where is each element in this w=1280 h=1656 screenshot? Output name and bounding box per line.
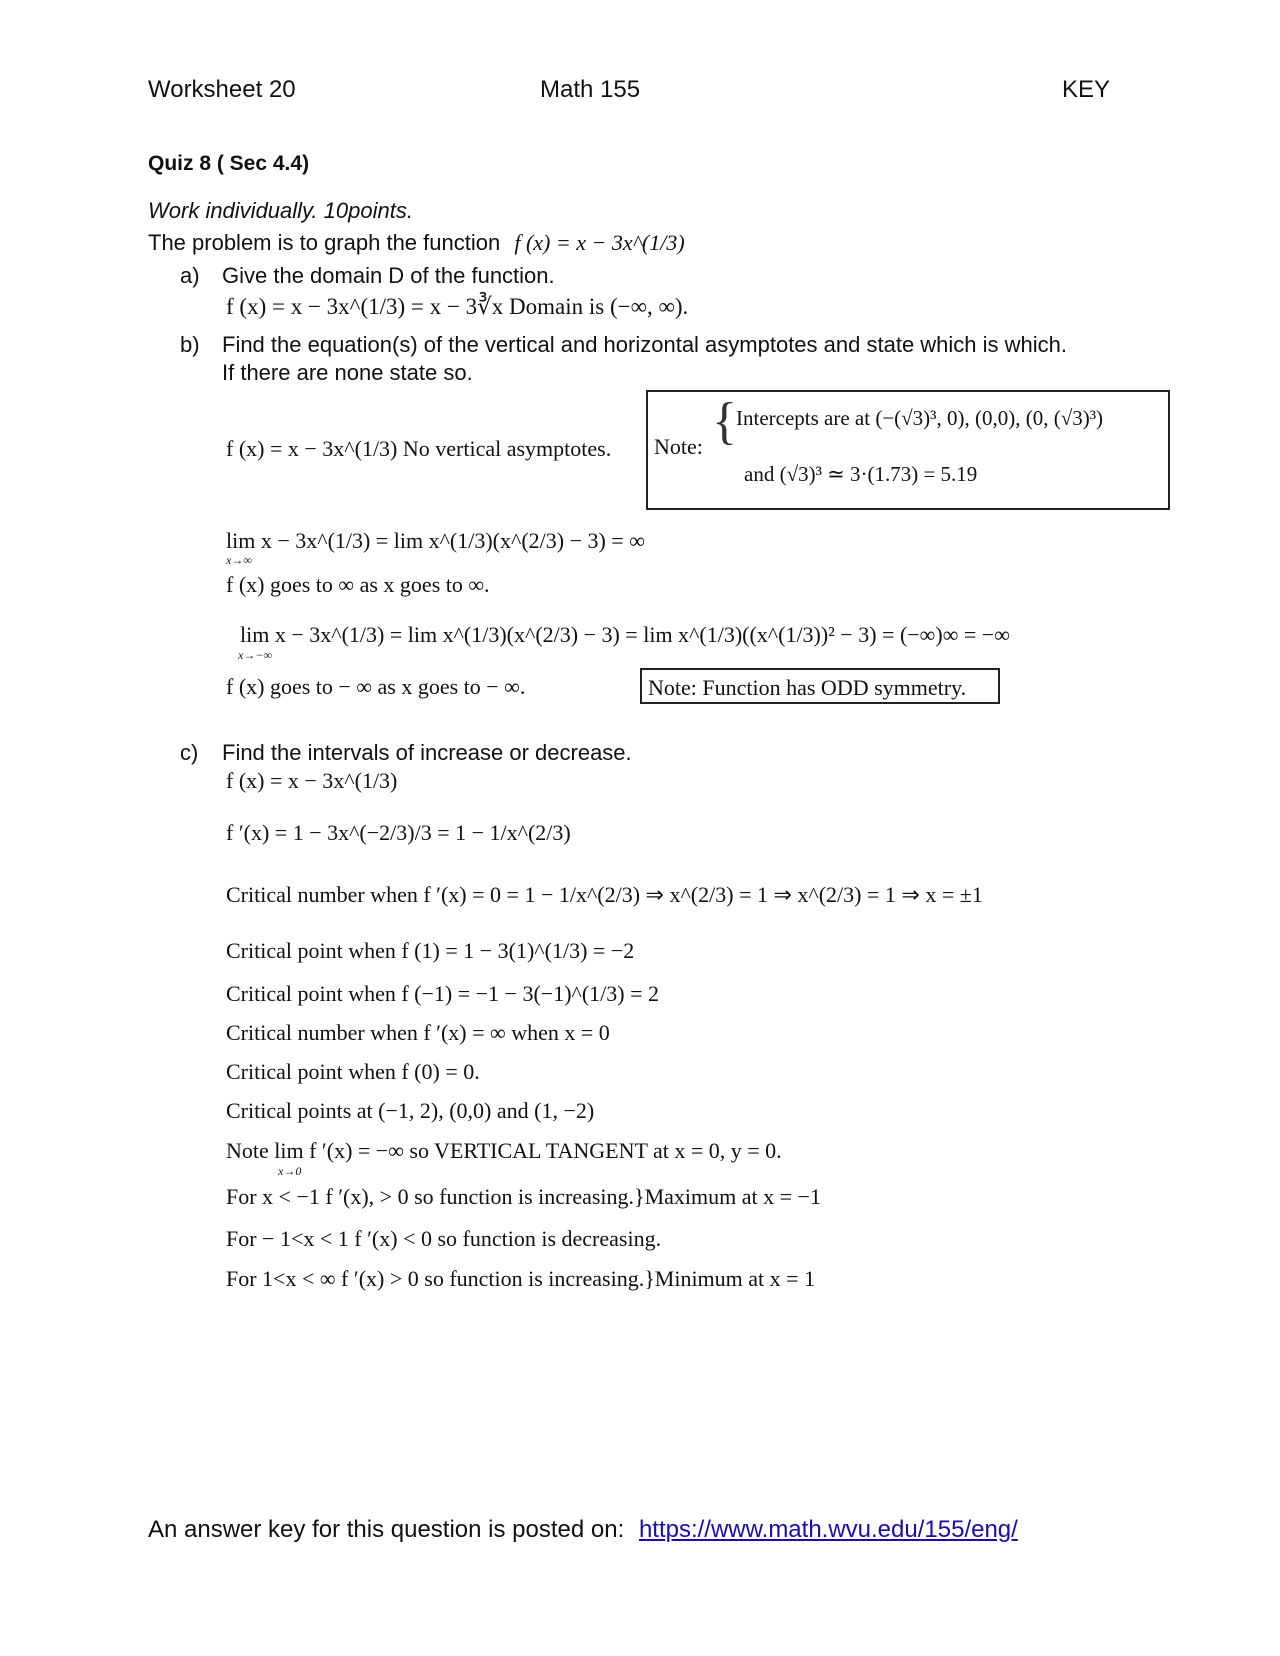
intercepts-note-line1: Intercepts are at (−(√3)³, 0), (0,0), (0, (√3)³) (736, 406, 1103, 430)
critical-points-summary: Critical points at (−1, 2), (0,0) and (1, −2) (226, 1098, 595, 1123)
intercepts-note-line2: and (√3)³ ≃ 3·(1.73) = 5.19 (744, 462, 978, 486)
goes-positive: f (x) goes to ∞ as x goes to ∞. (226, 572, 490, 597)
part-b-question-line2: If there are none state so. (222, 360, 473, 385)
critical-number-zero: Critical number when f ′(x) = 0 = 1 − 1/x^(2/3) ⇒ x^(2/3) = 1 ⇒ x^(2/3) = 1 ⇒ x = ±1 (226, 882, 983, 907)
interval-increasing-right: For 1<x < ∞ f ′(x) > 0 so function is increasing.}Minimum at x = 1 (226, 1266, 816, 1291)
limit-positive: lim x − 3x^(1/3) = lim x^(1/3)(x^(2/3) − 3) = ∞ (226, 528, 645, 553)
limit-negative: lim x − 3x^(1/3) = lim x^(1/3)(x^(2/3) − 3) = lim x^(1/3)((x^(1/3))² − 3) = (−∞)∞ = −∞ (240, 622, 1010, 647)
symmetry-note: Note: Function has ODD symmetry. (648, 675, 967, 700)
header-worksheet: Worksheet 20 (148, 76, 296, 103)
critical-point-one: Critical point when f (1) = 1 − 3(1)^(1/3) = −2 (226, 938, 635, 963)
note-brace-icon: { (712, 393, 737, 450)
limit-positive-sub: x→∞ (226, 553, 252, 567)
intercepts-note-label: Note: (654, 434, 703, 459)
critical-number-infinity: Critical number when f ′(x) = ∞ when x = 0 (226, 1020, 610, 1045)
footer-text: An answer key for this question is posted on: (148, 1516, 625, 1543)
problem-function: f (x) = x − 3x^(1/3) (514, 230, 685, 255)
part-c-question: Find the intervals of increase or decrease. (222, 740, 632, 765)
vertical-tangent-note: Note lim f ′(x) = −∞ so VERTICAL TANGENT at x = 0, y = 0. (226, 1138, 782, 1163)
answer-key-link[interactable]: https://www.math.wvu.edu/155/eng/ (638, 1516, 1018, 1543)
problem-intro-text: The problem is to graph the function (148, 230, 501, 255)
critical-point-zero: Critical point when f (0) = 0. (226, 1059, 480, 1084)
limit-negative-sub: x→−∞ (238, 648, 272, 662)
symmetry-note-box (640, 668, 1000, 704)
footer (148, 1516, 1018, 1544)
vertical-tangent-sub: x→0 (278, 1164, 302, 1178)
interval-increasing-left: For x < −1 f ′(x), > 0 so function is increasing.}Maximum at x = −1 (226, 1184, 821, 1209)
quiz-title: Quiz 8 ( Sec 4.4) (148, 152, 310, 175)
part-b-question-line1: Find the equation(s) of the vertical and horizontal asymptotes and state which is which. (222, 332, 1068, 357)
part-c-function: f (x) = x − 3x^(1/3) (226, 768, 398, 793)
instructions: Work individually. 10points. (148, 198, 413, 223)
interval-decreasing: For − 1<x < 1 f ′(x) < 0 so function is decreasing. (226, 1226, 662, 1251)
critical-point-neg-one: Critical point when f (−1) = −1 − 3(−1)^(1/3) = 2 (226, 981, 660, 1006)
goes-negative: f (x) goes to − ∞ as x goes to − ∞. (226, 674, 526, 699)
intercepts-note-box (646, 390, 1170, 510)
problem-intro (148, 230, 685, 256)
part-a-answer: f (x) = x − 3x^(1/3) = x − 3∛x Domain is (−∞, ∞). (226, 294, 689, 319)
part-c-label: c) (180, 740, 199, 765)
part-b-vertical: f (x) = x − 3x^(1/3) No vertical asymptotes. (226, 436, 612, 461)
part-a-question: Give the domain D of the function. (222, 263, 555, 288)
header-course: Math 155 (540, 76, 641, 103)
part-a-label: a) (180, 263, 200, 288)
header-key: KEY (1062, 76, 1111, 103)
part-c-derivative: f ′(x) = 1 − 3x^(−2/3)/3 = 1 − 1/x^(2/3) (226, 820, 571, 845)
part-b-label: b) (180, 332, 200, 357)
